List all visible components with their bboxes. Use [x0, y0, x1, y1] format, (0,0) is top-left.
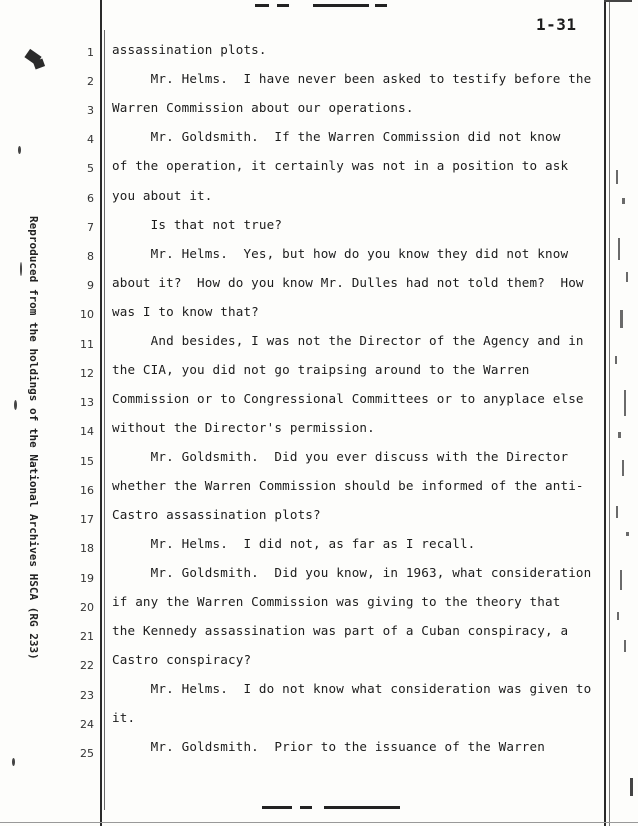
scan-smudge: [33, 59, 45, 70]
line-number: 16: [80, 484, 94, 497]
transcript-line: if any the Warren Commission was giving to the theory that: [112, 594, 561, 609]
transcript-line: of the operation, it certainly was not in a position to ask: [112, 158, 569, 173]
transcript-line: Mr. Goldsmith. If the Warren Commission did not know: [112, 129, 561, 144]
scan-speck: [630, 778, 633, 796]
transcript-line: Mr. Helms. I do not know what consideration was given to: [112, 681, 592, 696]
line-number: 6: [87, 192, 94, 205]
line-number: 19: [80, 572, 94, 585]
transcript-line: And besides, I was not the Director of the Agency and in: [112, 333, 584, 348]
transcript-line: about it? How do you know Mr. Dulles had not told them? How: [112, 275, 584, 290]
transcript-line: you about it.: [112, 188, 213, 203]
archive-reproduction-stamp: Reproduced from the holdings of the National Archives HSCA (RG 233): [27, 216, 40, 660]
line-number: 11: [80, 338, 94, 351]
right-margin-rule: [604, 0, 606, 826]
bottom-classification-stamp: [262, 806, 400, 812]
transcript-line: Warren Commission about our operations.: [112, 100, 414, 115]
scan-speck: [20, 262, 22, 276]
transcript-line: Castro assassination plots?: [112, 507, 321, 522]
page-number: 1-31: [536, 15, 577, 34]
line-number: 8: [87, 250, 94, 263]
transcript-line: Commission or to Congressional Committees or to anyplace else: [112, 391, 584, 406]
right-edge-scan-noise: [612, 150, 634, 670]
line-number: 23: [80, 689, 94, 702]
line-number: 3: [87, 104, 94, 117]
transcript-line: the Kennedy assassination was part of a Cuban conspiracy, a: [112, 623, 569, 638]
left-margin-rule-inner: [104, 30, 105, 810]
transcript-line: without the Director's permission.: [112, 420, 375, 435]
line-number: 18: [80, 542, 94, 555]
transcript-line: Mr. Goldsmith. Prior to the issuance of the Warren: [112, 739, 545, 754]
scan-speck: [14, 400, 17, 410]
line-number: 2: [87, 75, 94, 88]
transcript-line: assassination plots.: [112, 42, 267, 57]
line-number: 21: [80, 630, 94, 643]
line-number: 15: [80, 455, 94, 468]
line-number: 12: [80, 367, 94, 380]
line-number: 9: [87, 279, 94, 292]
top-classification-stamp: [255, 4, 390, 10]
line-number: 24: [80, 718, 94, 731]
line-number: 14: [80, 425, 94, 438]
scan-speck: [12, 758, 15, 766]
line-number: 20: [80, 601, 94, 614]
transcript-line: whether the Warren Commission should be informed of the anti-: [112, 478, 584, 493]
transcript-line: Mr. Helms. I have never been asked to testify before the: [112, 71, 592, 86]
page-bottom-edge: [0, 822, 638, 823]
transcript-line: the CIA, you did not go traipsing around to the Warren: [112, 362, 530, 377]
transcript-line: Mr. Goldsmith. Did you ever discuss with the Director: [112, 449, 569, 464]
transcript-line: Mr. Goldsmith. Did you know, in 1963, what consideration: [112, 565, 592, 580]
left-margin-rule: [100, 0, 102, 826]
transcript-line: Is that not true?: [112, 217, 283, 232]
line-number: 10: [80, 308, 94, 321]
transcript-line: Mr. Helms. Yes, but how do you know they did not know: [112, 246, 569, 261]
line-number: 4: [87, 133, 94, 146]
line-number: 13: [80, 396, 94, 409]
line-number: 25: [80, 747, 94, 760]
line-number: 7: [87, 221, 94, 234]
line-number: 1: [87, 46, 94, 59]
transcript-line: was I to know that?: [112, 304, 259, 319]
right-margin-rule-inner: [609, 0, 610, 826]
transcript-line: Mr. Helms. I did not, as far as I recall.: [112, 536, 476, 551]
transcript-line: Castro conspiracy?: [112, 652, 252, 667]
line-number: 5: [87, 162, 94, 175]
line-number: 17: [80, 513, 94, 526]
scan-speck: [604, 0, 632, 2]
transcript-line: it.: [112, 710, 136, 725]
line-number: 22: [80, 659, 94, 672]
scan-speck: [18, 146, 21, 154]
